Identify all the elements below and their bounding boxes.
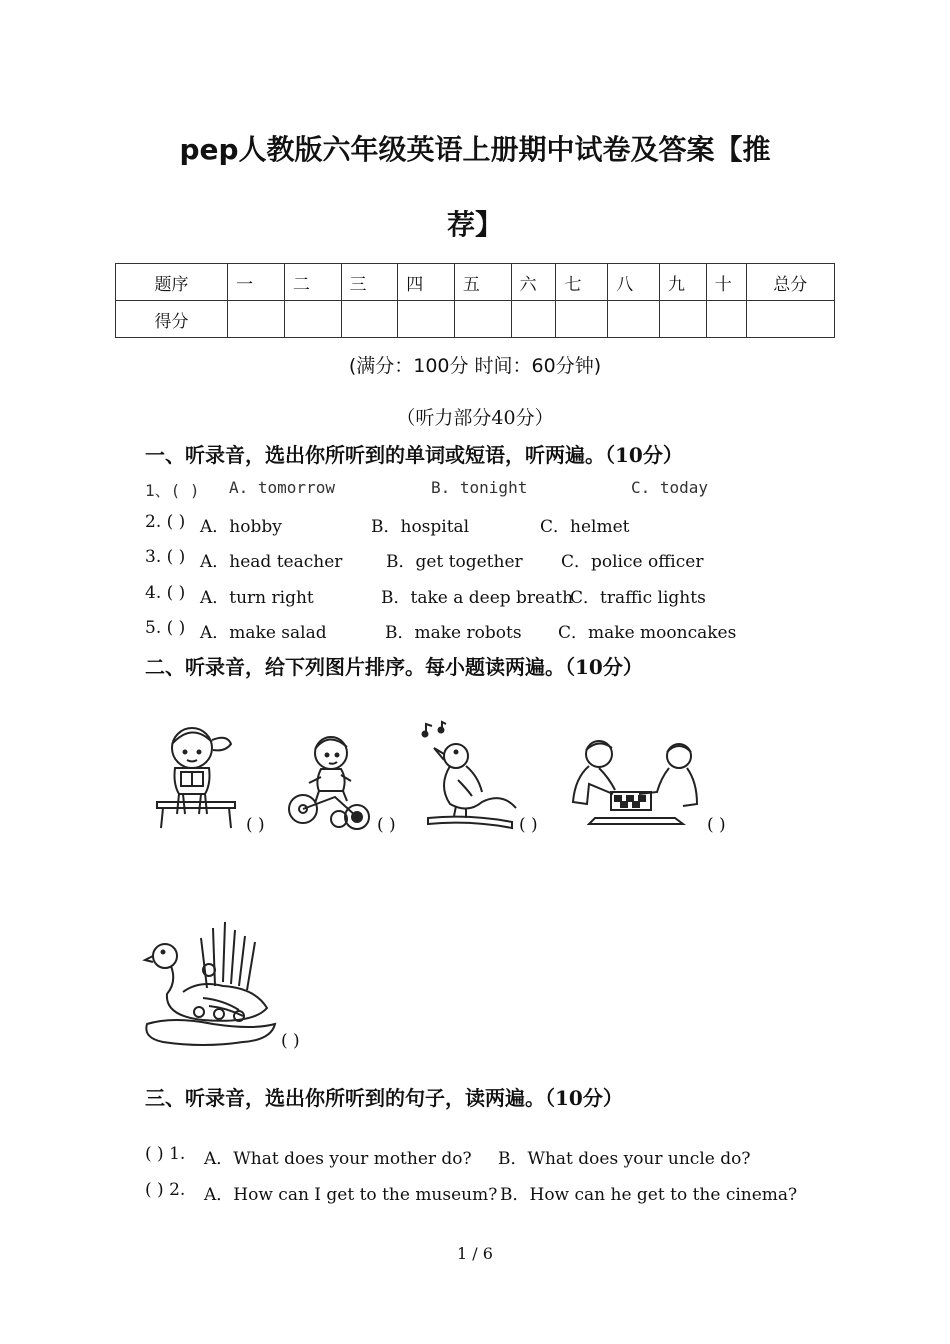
score-cell[interactable] bbox=[608, 301, 660, 338]
page-number: 1 / 6 bbox=[457, 1244, 493, 1263]
header-cell: 五 bbox=[454, 264, 511, 301]
exam-meta: (满分：100分 时间：60分钟) bbox=[348, 355, 602, 377]
question-number[interactable]: ( ) 2. bbox=[145, 1180, 186, 1200]
score-cell[interactable] bbox=[746, 301, 834, 338]
header-cell: 一 bbox=[228, 264, 285, 301]
score-cell[interactable] bbox=[341, 301, 398, 338]
header-cell: 十 bbox=[706, 264, 746, 301]
boy-tricycle-icon bbox=[285, 733, 375, 831]
score-table-header-row bbox=[116, 264, 835, 301]
option-c: C. today bbox=[631, 478, 709, 497]
option-c: C．helmet bbox=[540, 517, 630, 537]
score-cell[interactable] bbox=[398, 301, 455, 338]
section2-heading: 二、听录音，给下列图片排序。每小题读两遍。（10分） bbox=[145, 655, 643, 679]
kids-chess-icon bbox=[565, 738, 705, 826]
question-number[interactable]: 4. ( ) bbox=[145, 583, 186, 603]
picture-1-answer[interactable]: ( ) bbox=[246, 815, 265, 835]
option-a: A．What does your mother do? bbox=[204, 1149, 472, 1169]
option-b: B．What does your uncle do? bbox=[498, 1149, 751, 1169]
option-c: C．traffic lights bbox=[570, 588, 706, 608]
option-b: B．get together bbox=[386, 552, 523, 572]
header-cell: 总分 bbox=[746, 264, 834, 301]
option-c: C．police officer bbox=[561, 552, 704, 572]
picture-5-answer[interactable]: ( ) bbox=[281, 1031, 300, 1051]
question-number[interactable]: 1、( ) bbox=[145, 481, 200, 500]
option-a: A．How can I get to the museum? bbox=[204, 1185, 498, 1205]
score-cell[interactable] bbox=[659, 301, 706, 338]
option-b: B．take a deep breath bbox=[381, 588, 574, 608]
score-cell[interactable] bbox=[556, 301, 608, 338]
question-number[interactable]: 2. ( ) bbox=[145, 512, 186, 532]
option-c: C．make mooncakes bbox=[558, 623, 737, 643]
header-cell: 七 bbox=[556, 264, 608, 301]
question-number[interactable]: ( ) 1. bbox=[145, 1144, 186, 1164]
option-b: B．make robots bbox=[385, 623, 522, 643]
duck-family-icon bbox=[143, 920, 279, 1050]
score-table-row bbox=[116, 301, 835, 338]
option-b: B．How can he get to the cinema? bbox=[500, 1185, 798, 1205]
question-number[interactable]: 5. ( ) bbox=[145, 618, 186, 638]
score-cell[interactable] bbox=[706, 301, 746, 338]
header-cell: 四 bbox=[398, 264, 455, 301]
bird-singing-icon bbox=[420, 722, 520, 830]
score-cell[interactable] bbox=[228, 301, 285, 338]
listening-part-label: （听力部分40分） bbox=[396, 407, 554, 429]
option-b: B．hospital bbox=[371, 517, 470, 537]
picture-4-answer[interactable]: ( ) bbox=[707, 815, 726, 835]
header-cell: 二 bbox=[284, 264, 341, 301]
option-a: A．make salad bbox=[200, 623, 327, 643]
option-b: B. tonight bbox=[431, 478, 528, 497]
question-number[interactable]: 3. ( ) bbox=[145, 547, 186, 567]
header-cell: 八 bbox=[608, 264, 660, 301]
section3-heading: 三、听录音，选出你所听到的句子，读两遍。（10分） bbox=[145, 1086, 623, 1110]
row-label: 得分 bbox=[116, 301, 228, 338]
header-cell: 题序 bbox=[116, 264, 228, 301]
option-a: A．head teacher bbox=[200, 552, 343, 572]
option-a: A. tomorrow bbox=[229, 478, 335, 497]
score-cell[interactable] bbox=[454, 301, 511, 338]
option-a: A．turn right bbox=[200, 588, 314, 608]
header-cell: 九 bbox=[659, 264, 706, 301]
page-title: pep人教版六年级英语上册期中试卷及答案【推 bbox=[179, 133, 771, 166]
score-table bbox=[115, 263, 835, 338]
section1-heading: 一、听录音，选出你所听到的单词或短语，听两遍。（10分） bbox=[145, 443, 683, 467]
page-title-continued: 荐】 bbox=[446, 208, 503, 241]
picture-3-answer[interactable]: ( ) bbox=[519, 815, 538, 835]
header-cell: 三 bbox=[341, 264, 398, 301]
header-cell: 六 bbox=[511, 264, 556, 301]
score-cell[interactable] bbox=[511, 301, 556, 338]
option-a: A．hobby bbox=[200, 517, 282, 537]
picture-2-answer[interactable]: ( ) bbox=[377, 815, 396, 835]
girl-reading-icon bbox=[155, 722, 240, 832]
score-cell[interactable] bbox=[284, 301, 341, 338]
